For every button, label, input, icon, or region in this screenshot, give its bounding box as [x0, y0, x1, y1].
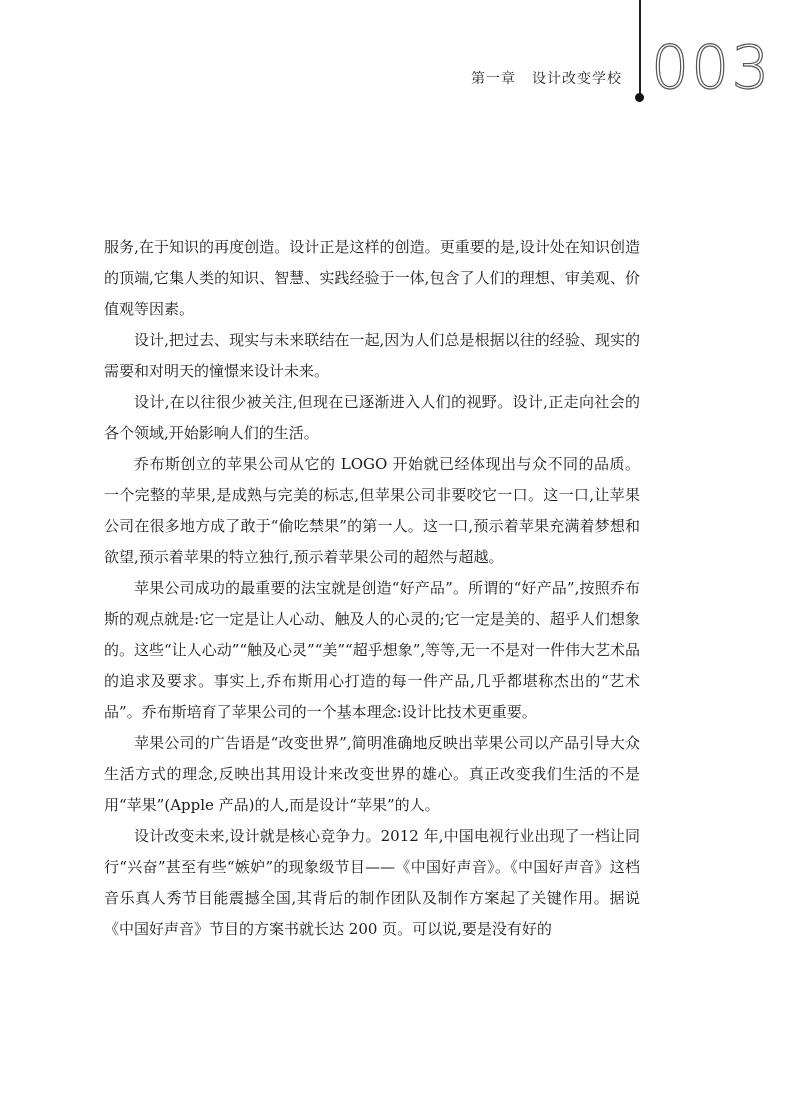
paragraph: 乔布斯创立的苹果公司从它的 LOGO 开始就已经体现出与众不同的品质。一个完整的苹果,是成熟与完美的标志,但苹果公司非要咬它一口。这一口,让苹果公司在很多地方成了敢于“偷吃禁果”的第一人。这一口,预示着苹果充满着梦想和欲望,预示着苹果的特立独行,预示着苹果公司的超然与超越。: [104, 455, 640, 566]
paragraph: 苹果公司成功的最重要的法宝就是创造“好产品”。所谓的“好产品”,按照乔布斯的观点就是:它一定是让人心动、触及人的心灵的;它一定是美的、超乎人们想象的。这些“让人心动”“触及心灵”“美”“超乎想象”,等等,无一不是对一件伟大艺术品的追求及要求。事实上,乔布斯用心打造的每一件产品,几乎都堪称杰出的“艺术品”。乔布斯培育了苹果公司的一个基本理念:设计比技术更重要。: [104, 579, 640, 721]
chapter-title: 设计改变学校: [532, 71, 622, 87]
paragraph: 服务,在于知识的再度创造。设计正是这样的创造。更重要的是,设计处在知识创造的顶端,它集人类的知识、智慧、实践经验于一体,包含了人们的理想、审美观、价值观等因素。: [104, 238, 640, 318]
paragraph: 设计改变未来,设计就是核心竞争力。2012 年,中国电视行业出现了一档让同行“兴奋”甚至有些“嫉妒”的现象级节目——《中国好声音》。《中国好声音》这档音乐真人秀节目能震撼全国,其背后的制作团队及制作方案起了关键作用。据说《中国好声音》节目的方案书就长达 200 页。可以说,要是没有好的: [104, 827, 640, 938]
paragraph: 苹果公司的广告语是“改变世界”,简明准确地反映出苹果公司以产品引导大众生活方式的理念,反映出其用设计来改变世界的雄心。真正改变我们生活的不是用“苹果”(Apple 产品)的人,而是设计“苹果”的人。: [104, 734, 640, 814]
running-header: [471, 68, 622, 88]
paragraph: 设计,在以往很少被关注,但现在已逐渐进入人们的视野。设计,正走向社会的各个领域,开始影响人们的生活。: [104, 393, 640, 442]
header-dot: [635, 93, 644, 102]
body-text: [104, 232, 640, 945]
header-divider: [639, 0, 641, 96]
paragraph: 设计,把过去、现实与未来联结在一起,因为人们总是根据以往的经验、现实的需要和对明天的憧憬来设计未来。: [104, 331, 640, 380]
page-number: 003: [651, 33, 772, 103]
chapter-label: 第一章: [471, 71, 516, 87]
